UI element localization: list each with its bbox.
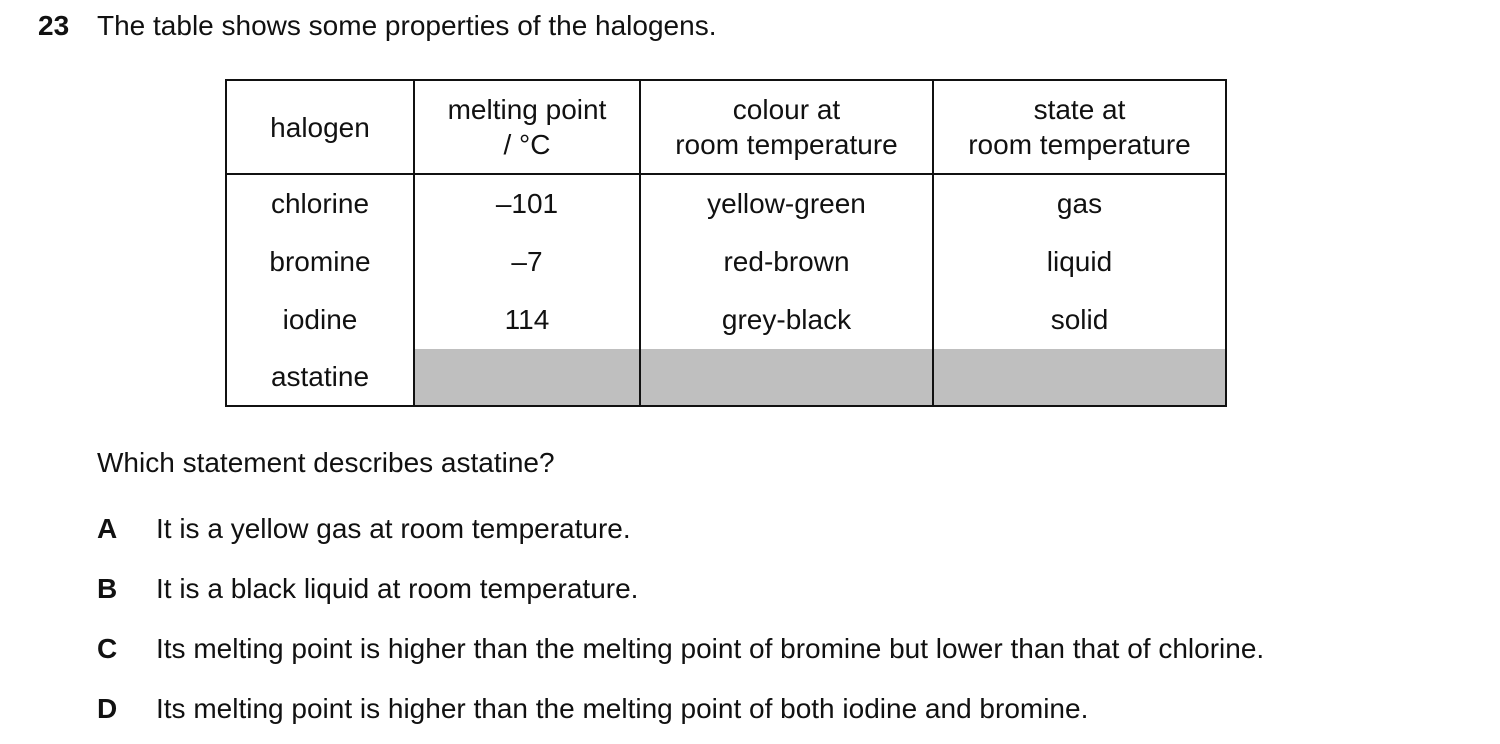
header-state-line1: state at (1033, 94, 1126, 125)
option-text: It is a black liquid at room temperature. (156, 573, 639, 604)
table-row (226, 233, 1226, 291)
option-text: Its melting point is higher than the melting point of bromine but lower than that of chlorine. (156, 633, 1265, 664)
header-colour (640, 80, 933, 174)
header-state-line2: room temperature (968, 129, 1191, 160)
cell-halogen: iodine (226, 291, 414, 349)
option-letter: C (97, 633, 118, 664)
table-header-row (226, 80, 1226, 174)
header-halogen-label: halogen (270, 111, 370, 143)
cell-melting-point: –101 (414, 174, 640, 233)
cell-halogen: bromine (226, 233, 414, 291)
cell-colour: grey-black (640, 291, 933, 349)
question-stem: The table shows some properties of the halogens. (97, 10, 717, 41)
option-text: It is a yellow gas at room temperature. (156, 513, 631, 544)
header-colour-line2: room temperature (675, 129, 898, 160)
cell-colour-shaded (640, 349, 933, 406)
option-letter: D (97, 693, 118, 724)
cell-melting-point-shaded (414, 349, 640, 406)
header-melting-point (414, 80, 640, 174)
option-letter: A (97, 513, 118, 544)
cell-state-shaded (933, 349, 1226, 406)
cell-halogen: chlorine (226, 174, 414, 233)
table-row (226, 349, 1226, 406)
option-text: Its melting point is higher than the melting point of both iodine and bromine. (156, 693, 1089, 724)
cell-state: liquid (933, 233, 1226, 291)
header-state (933, 80, 1226, 174)
table-row (226, 174, 1226, 233)
question-prompt: Which statement describes astatine? (97, 447, 555, 478)
header-colour-line1: colour at (732, 94, 841, 125)
question-number: 23 (38, 10, 70, 41)
cell-state: gas (933, 174, 1226, 233)
cell-halogen: astatine (226, 349, 414, 406)
header-halogen (226, 80, 414, 174)
table-row (226, 291, 1226, 349)
header-melting-point-line1: melting point (447, 94, 607, 125)
cell-colour: red-brown (640, 233, 933, 291)
halogen-properties-table (225, 79, 1227, 407)
header-melting-point-unit: / °C (503, 129, 551, 160)
cell-melting-point: 114 (414, 291, 640, 349)
cell-melting-point: –7 (414, 233, 640, 291)
option-letter: B (97, 573, 118, 604)
cell-colour: yellow-green (640, 174, 933, 233)
cell-state: solid (933, 291, 1226, 349)
